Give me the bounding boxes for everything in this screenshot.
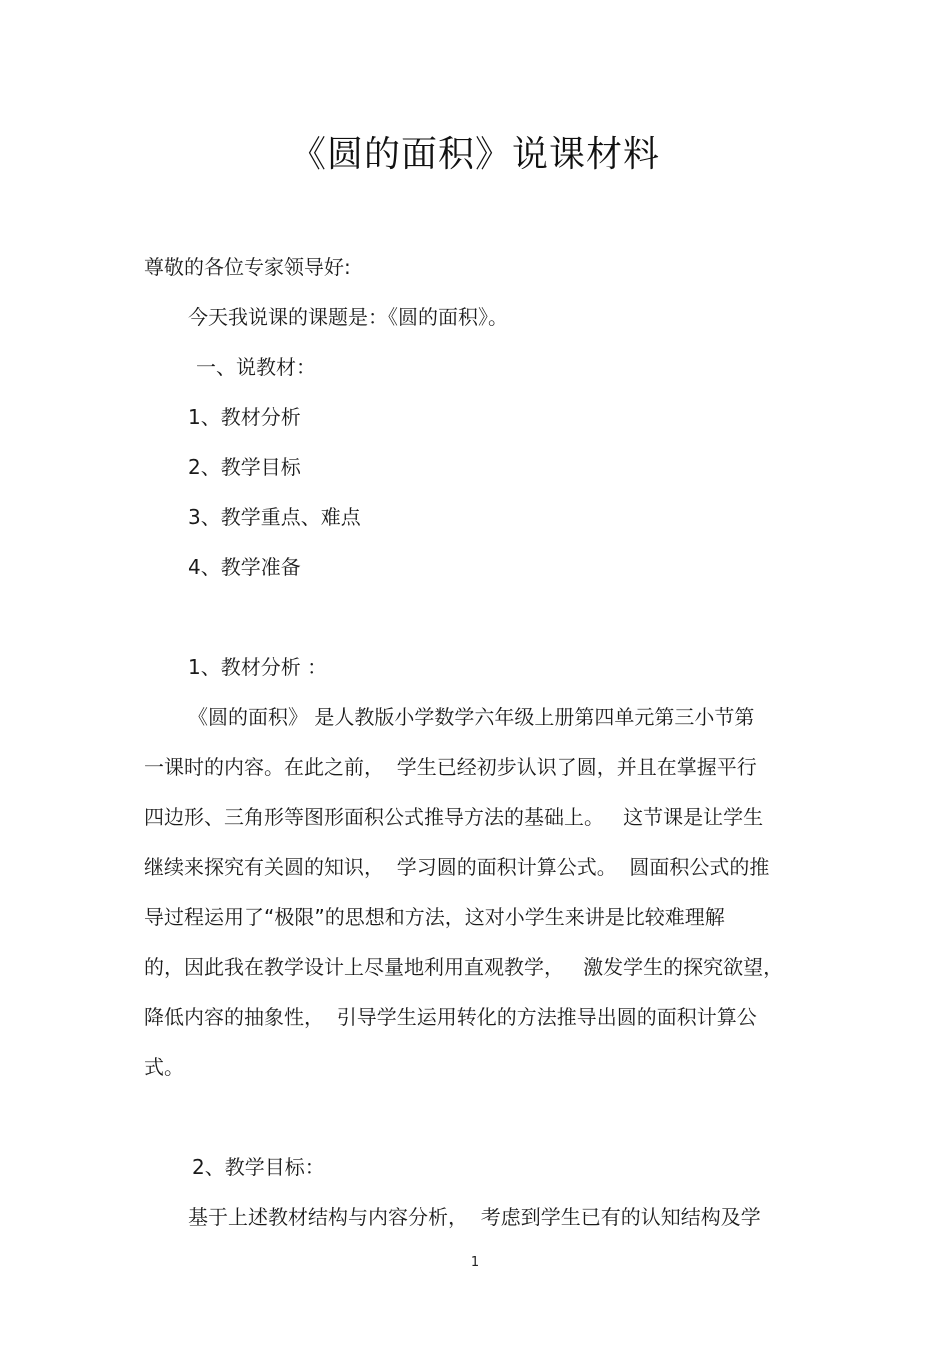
subsection-heading: 1、教材分析 ： xyxy=(188,655,328,679)
outline-item: 2、教学目标 xyxy=(188,455,301,479)
paragraph-line: 式。 xyxy=(144,1055,184,1079)
outline-item: 4、教学准备 xyxy=(188,555,301,579)
paragraph-line: 四边形、三角形等图形面积公式推导方法的基础上。 这节课是让学生 xyxy=(144,805,764,829)
outline-item: 1、教材分析 xyxy=(188,405,301,429)
paragraph-line: 降低内容的抽象性， 引导学生运用转化的方法推导出圆的面积计算公 xyxy=(144,1005,757,1029)
paragraph-line: 导过程运用了“极限”的思想和方法，这对小学生来讲是比较难理解 xyxy=(144,905,725,929)
greeting-text: 尊敬的各位专家领导好: xyxy=(144,255,351,279)
page-title: 《圆的面积》说课材料 xyxy=(289,134,660,175)
outline-item: 3、教学重点、难点 xyxy=(188,505,361,529)
page-number: 1 xyxy=(470,1255,480,1270)
paragraph-line: 的，因此我在教学设计上尽量地利用直观教学， 激发学生的探究欲望， xyxy=(144,955,784,979)
paragraph-line: 基于上述教材结构与内容分析， 考虑到学生已有的认知结构及学 xyxy=(188,1205,761,1229)
subsection-heading: 2、教学目标： xyxy=(192,1155,325,1179)
paragraph-line: 继续来探究有关圆的知识， 学习圆的面积计算公式。 圆面积公式的推 xyxy=(144,855,770,879)
paragraph-line: 一课时的内容。在此之前， 学生已经初步认识了圆，并且在掌握平行 xyxy=(144,755,757,779)
section-heading: 一、说教材： xyxy=(196,355,316,379)
intro-text: 今天我说课的课题是：《圆的面积》。 xyxy=(188,305,508,329)
paragraph-line: 《圆的面积》 是人教版小学数学六年级上册第四单元第三小节第 xyxy=(188,705,755,729)
